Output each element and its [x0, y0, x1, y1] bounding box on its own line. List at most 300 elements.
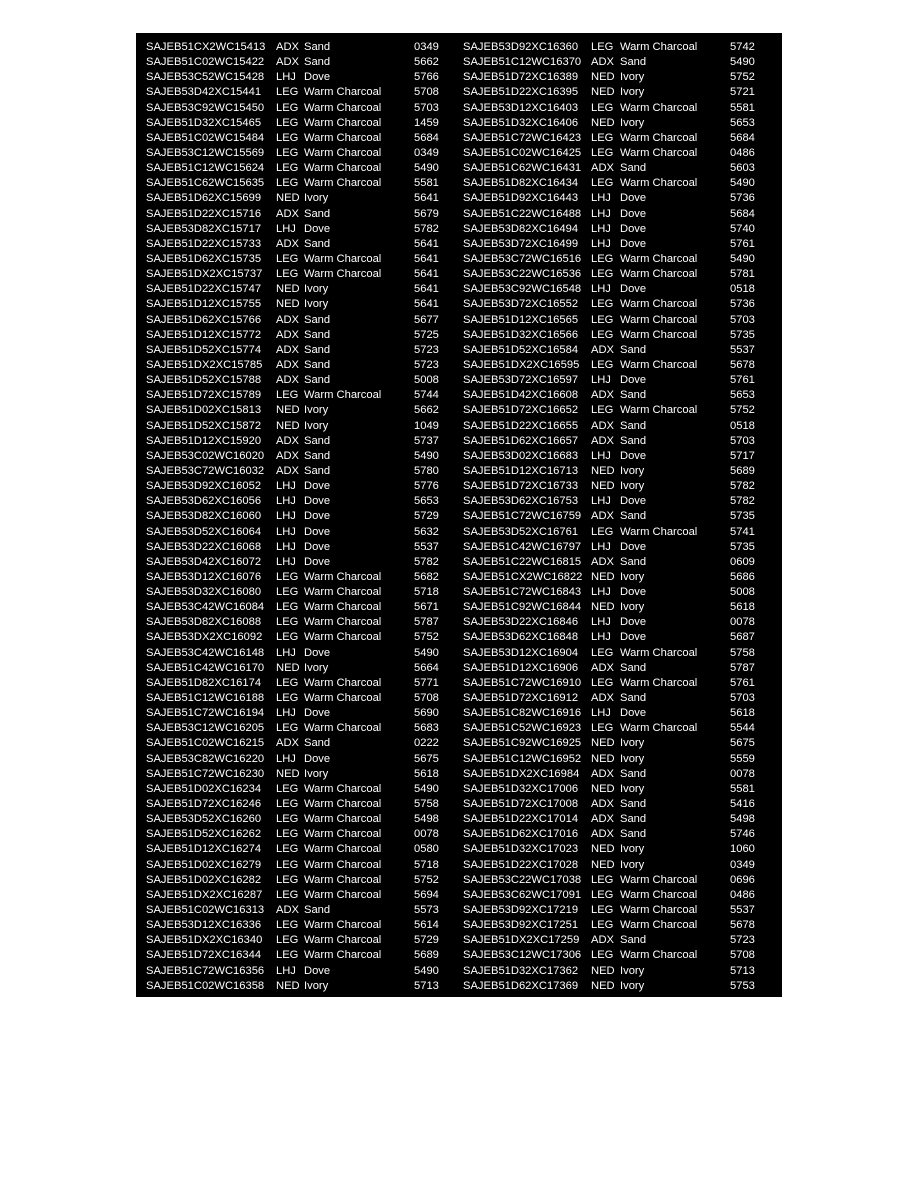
number-cell: 5708 [414, 86, 439, 99]
vin-cell: SAJEB51C12WC15624 [146, 162, 265, 175]
number-cell: 5686 [730, 570, 755, 583]
trim-code-cell: LHJ [276, 752, 296, 765]
table-row [463, 85, 773, 100]
trim-color-cell: Warm Charcoal [620, 252, 698, 265]
table-row [463, 328, 773, 343]
number-cell: 5725 [414, 328, 439, 341]
vin-cell: SAJEB51D02XC15813 [146, 404, 262, 417]
number-cell: 5641 [414, 283, 439, 296]
number-cell: 5544 [730, 722, 755, 735]
trim-color-cell: Dove [304, 480, 331, 493]
vin-cell: SAJEB53D22XC16068 [146, 540, 262, 553]
trim-code-cell: LHJ [276, 510, 296, 523]
number-cell: 5490 [414, 782, 439, 795]
number-cell: 5758 [414, 798, 439, 811]
table-row [146, 525, 464, 540]
table-row [146, 358, 464, 373]
vin-cell: SAJEB53D92XC17251 [463, 919, 579, 932]
number-cell: 5736 [730, 298, 755, 311]
number-cell: 5694 [414, 888, 439, 901]
number-cell: 5677 [414, 313, 439, 326]
table-row [146, 267, 464, 282]
trim-color-cell: Sand [620, 828, 647, 841]
table-row [463, 782, 773, 797]
trim-color-cell: Warm Charcoal [304, 162, 382, 175]
trim-code-cell: ADX [591, 828, 615, 841]
trim-color-cell: Dove [620, 616, 647, 629]
vin-cell: SAJEB51C72WC16423 [463, 131, 582, 144]
number-cell: 5684 [730, 207, 755, 220]
number-cell: 5736 [730, 192, 755, 205]
vin-cell: SAJEB53DX2XC16092 [146, 631, 263, 644]
trim-color-cell: Ivory [620, 86, 645, 99]
vin-cell: SAJEB53C62WC17091 [463, 888, 582, 901]
table-row [146, 964, 464, 979]
number-cell: 0078 [730, 767, 755, 780]
trim-code-cell: ADX [276, 343, 300, 356]
trim-code-cell: ADX [591, 692, 615, 705]
trim-color-cell: Dove [304, 540, 331, 553]
table-row [463, 176, 773, 191]
trim-color-cell: Ivory [304, 192, 329, 205]
trim-color-cell: Warm Charcoal [620, 646, 698, 659]
trim-color-cell: Ivory [620, 752, 645, 765]
trim-code-cell: ADX [591, 555, 615, 568]
trim-color-cell: Warm Charcoal [304, 676, 382, 689]
vin-cell: SAJEB53D22XC16846 [463, 616, 579, 629]
trim-color-cell: Warm Charcoal [620, 146, 698, 159]
trim-code-cell: LEG [591, 268, 614, 281]
trim-code-cell: LHJ [276, 525, 296, 538]
vin-cell: SAJEB51D02XC16282 [146, 873, 262, 886]
table-row [463, 948, 773, 963]
table-row [463, 555, 773, 570]
number-cell: 0078 [730, 616, 755, 629]
table-row [463, 55, 773, 70]
table-row [146, 752, 464, 767]
trim-color-cell: Warm Charcoal [620, 676, 698, 689]
vin-cell: SAJEB53D82XC16088 [146, 616, 262, 629]
trim-code-cell: LEG [276, 722, 299, 735]
trim-color-cell: Sand [620, 555, 647, 568]
number-cell: 5618 [730, 707, 755, 720]
vin-cell: SAJEB53D12XC16336 [146, 919, 262, 932]
number-cell: 5713 [730, 964, 755, 977]
trim-color-cell: Dove [620, 222, 647, 235]
table-row [146, 343, 464, 358]
number-cell: 5718 [414, 858, 439, 871]
trim-color-cell: Ivory [304, 283, 329, 296]
table-row [146, 767, 464, 782]
vin-cell: SAJEB53D02XC16683 [463, 449, 579, 462]
table-row [146, 131, 464, 146]
number-cell: 5703 [414, 101, 439, 114]
trim-code-cell: LEG [591, 298, 614, 311]
number-cell: 5782 [414, 222, 439, 235]
vin-cell: SAJEB51D62XC15735 [146, 252, 262, 265]
vin-cell: SAJEB53C42WC16148 [146, 646, 265, 659]
trim-color-cell: Sand [304, 449, 331, 462]
number-cell: 5682 [414, 570, 439, 583]
trim-code-cell: NED [591, 71, 615, 84]
trim-code-cell: LEG [276, 162, 299, 175]
trim-code-cell: NED [591, 782, 615, 795]
vin-cell: SAJEB51D02XC16279 [146, 858, 262, 871]
trim-color-cell: Ivory [304, 661, 329, 674]
table-row [146, 615, 464, 630]
vin-cell: SAJEB51C02WC16215 [146, 737, 265, 750]
table-row [146, 161, 464, 176]
vin-cell: SAJEB51C72WC16910 [463, 676, 582, 689]
trim-code-cell: LHJ [591, 207, 611, 220]
trim-color-cell: Ivory [620, 964, 645, 977]
vin-cell: SAJEB51D22XC17028 [463, 858, 579, 871]
vin-cell: SAJEB51D92XC16443 [463, 192, 579, 205]
vin-cell: SAJEB51DX2XC16595 [463, 358, 580, 371]
trim-code-cell: NED [591, 752, 615, 765]
trim-color-cell: Dove [304, 525, 331, 538]
vin-cell: SAJEB51D12XC16565 [463, 313, 579, 326]
table-row [146, 449, 464, 464]
vin-cell: SAJEB51DX2XC15737 [146, 268, 263, 281]
trim-color-cell: Warm Charcoal [620, 328, 698, 341]
number-cell: 5498 [414, 813, 439, 826]
trim-code-cell: LEG [276, 131, 299, 144]
trim-color-cell: Dove [620, 586, 647, 599]
number-cell: 5741 [730, 525, 755, 538]
trim-code-cell: NED [591, 737, 615, 750]
table-row [463, 736, 773, 751]
table-row [463, 767, 773, 782]
number-cell: 0486 [730, 146, 755, 159]
table-row [463, 449, 773, 464]
trim-code-cell: LEG [276, 116, 299, 129]
vin-cell: SAJEB51D22XC16655 [463, 419, 579, 432]
number-cell: 5723 [730, 934, 755, 947]
number-cell: 5744 [414, 389, 439, 402]
number-cell: 5729 [414, 510, 439, 523]
trim-color-cell: Warm Charcoal [620, 873, 698, 886]
vin-cell: SAJEB51D62XC17016 [463, 828, 579, 841]
number-cell: 5753 [730, 979, 755, 992]
number-cell: 5689 [730, 464, 755, 477]
table-row [146, 948, 464, 963]
trim-color-cell: Sand [304, 328, 331, 341]
trim-color-cell: Sand [304, 737, 331, 750]
trim-code-cell: ADX [276, 41, 300, 53]
table-row [146, 903, 464, 918]
trim-color-cell: Sand [620, 934, 647, 947]
vin-cell: SAJEB51C72WC16843 [463, 586, 582, 599]
trim-code-cell: NED [591, 601, 615, 614]
trim-color-cell: Warm Charcoal [620, 722, 698, 735]
table-row [463, 403, 773, 418]
trim-color-cell: Dove [304, 964, 331, 977]
trim-color-cell: Sand [304, 464, 331, 477]
vin-cell: SAJEB51CX2WC15413 [146, 41, 266, 53]
vin-cell: SAJEB51CX2WC16822 [463, 570, 583, 583]
table-row [463, 388, 773, 403]
number-cell: 5782 [414, 555, 439, 568]
trim-code-cell: NED [276, 404, 300, 417]
vin-cell: SAJEB51C62WC15635 [146, 177, 265, 190]
trim-code-cell: ADX [591, 343, 615, 356]
trim-color-cell: Ivory [620, 116, 645, 129]
trim-color-cell: Warm Charcoal [304, 873, 382, 886]
trim-color-cell: Ivory [620, 979, 645, 992]
number-cell: 5781 [730, 268, 755, 281]
table-row [463, 691, 773, 706]
vin-cell: SAJEB51D72XC15789 [146, 389, 262, 402]
trim-color-cell: Sand [304, 434, 331, 447]
table-row [463, 721, 773, 736]
table-row [146, 691, 464, 706]
number-cell: 5684 [414, 131, 439, 144]
trim-code-cell: LEG [276, 858, 299, 871]
trim-code-cell: NED [591, 570, 615, 583]
number-cell: 5703 [730, 692, 755, 705]
trim-color-cell: Dove [304, 510, 331, 523]
vin-cell: SAJEB53C12WC15569 [146, 146, 265, 159]
table-row [463, 116, 773, 131]
vin-cell: SAJEB53D92XC17219 [463, 904, 579, 917]
vin-cell: SAJEB53D62XC16753 [463, 495, 579, 508]
trim-color-cell: Warm Charcoal [620, 313, 698, 326]
trim-color-cell: Sand [620, 162, 647, 175]
trim-color-cell: Sand [304, 41, 331, 53]
vin-cell: SAJEB51C62WC16431 [463, 162, 582, 175]
trim-code-cell: LEG [591, 41, 614, 53]
vin-cell: SAJEB53D42XC15441 [146, 86, 262, 99]
number-cell: 5690 [414, 707, 439, 720]
trim-code-cell: ADX [276, 434, 300, 447]
trim-code-cell: LEG [591, 646, 614, 659]
number-cell: 5008 [414, 374, 439, 387]
number-cell: 5008 [730, 586, 755, 599]
trim-color-cell: Warm Charcoal [304, 586, 382, 599]
trim-code-cell: ADX [591, 162, 615, 175]
table-row [146, 979, 464, 994]
vin-cell: SAJEB51D52XC15788 [146, 374, 262, 387]
table-row [463, 933, 773, 948]
trim-color-cell: Warm Charcoal [304, 252, 382, 265]
trim-code-cell: ADX [591, 510, 615, 523]
vin-cell: SAJEB51C12WC16188 [146, 692, 265, 705]
vin-cell: SAJEB53D92XC16360 [463, 41, 579, 53]
number-cell: 0078 [414, 828, 439, 841]
number-cell: 5573 [414, 904, 439, 917]
trim-code-cell: ADX [276, 737, 300, 750]
right-column [463, 40, 773, 994]
vin-cell: SAJEB51D62XC16657 [463, 434, 579, 447]
table-row [463, 706, 773, 721]
number-cell: 5662 [414, 56, 439, 69]
trim-color-cell: Dove [304, 222, 331, 235]
table-row [146, 494, 464, 509]
trim-code-cell: LEG [276, 570, 299, 583]
trim-code-cell: LHJ [276, 646, 296, 659]
vin-cell: SAJEB51D12XC15755 [146, 298, 262, 311]
number-cell: 0349 [414, 146, 439, 159]
number-cell: 1060 [730, 843, 755, 856]
number-cell: 5671 [414, 601, 439, 614]
vin-cell: SAJEB51C82WC16916 [463, 707, 582, 720]
vin-cell: SAJEB51D32XC17023 [463, 843, 579, 856]
vin-cell: SAJEB51D12XC15920 [146, 434, 262, 447]
vin-cell: SAJEB53C22WC16536 [463, 268, 582, 281]
number-cell: 5581 [730, 782, 755, 795]
table-row [146, 207, 464, 222]
trim-code-cell: LEG [276, 676, 299, 689]
trim-code-cell: ADX [276, 358, 300, 371]
table-row [463, 903, 773, 918]
vin-cell: SAJEB51C72WC16759 [463, 510, 582, 523]
trim-code-cell: LHJ [276, 71, 296, 84]
trim-color-cell: Warm Charcoal [620, 131, 698, 144]
trim-color-cell: Sand [620, 767, 647, 780]
trim-color-cell: Dove [620, 631, 647, 644]
trim-color-cell: Warm Charcoal [304, 919, 382, 932]
trim-color-cell: Ivory [304, 419, 329, 432]
vin-cell: SAJEB51D82XC16434 [463, 177, 579, 190]
vin-cell: SAJEB51D72XC16652 [463, 404, 579, 417]
trim-color-cell: Warm Charcoal [304, 101, 382, 114]
trim-code-cell: ADX [591, 798, 615, 811]
trim-code-cell: LEG [591, 722, 614, 735]
trim-color-cell: Warm Charcoal [620, 904, 698, 917]
trim-code-cell: ADX [591, 389, 615, 402]
number-cell: 5761 [730, 237, 755, 250]
number-cell: 5752 [730, 404, 755, 417]
vin-cell: SAJEB53C02WC16020 [146, 449, 265, 462]
trim-code-cell: LHJ [591, 192, 611, 205]
trim-color-cell: Warm Charcoal [620, 177, 698, 190]
trim-color-cell: Sand [620, 56, 647, 69]
vin-cell: SAJEB53D62XC16848 [463, 631, 579, 644]
number-cell: 5703 [730, 313, 755, 326]
trim-color-cell: Warm Charcoal [304, 843, 382, 856]
trim-code-cell: ADX [276, 449, 300, 462]
trim-code-cell: LEG [276, 798, 299, 811]
trim-color-cell: Ivory [620, 71, 645, 84]
trim-code-cell: LEG [276, 631, 299, 644]
trim-color-cell: Warm Charcoal [304, 146, 382, 159]
vin-cell: SAJEB51D52XC16262 [146, 828, 262, 841]
table-row [146, 873, 464, 888]
trim-code-cell: ADX [276, 904, 300, 917]
table-row [146, 706, 464, 721]
trim-code-cell: LEG [276, 146, 299, 159]
number-cell: 5490 [414, 162, 439, 175]
trim-color-cell: Ivory [304, 767, 329, 780]
vin-cell: SAJEB53D52XC16260 [146, 813, 262, 826]
table-row [146, 388, 464, 403]
vin-cell: SAJEB53D82XC15717 [146, 222, 262, 235]
table-row [463, 600, 773, 615]
vin-cell: SAJEB51D32XC16566 [463, 328, 579, 341]
table-row [146, 812, 464, 827]
vin-cell: SAJEB51C72WC16194 [146, 707, 265, 720]
table-row [146, 676, 464, 691]
vin-cell: SAJEB53D12XC16076 [146, 570, 262, 583]
number-cell: 5708 [414, 692, 439, 705]
trim-code-cell: LEG [276, 782, 299, 795]
vin-cell: SAJEB51D32XC16406 [463, 116, 579, 129]
table-row [146, 842, 464, 857]
table-row [146, 191, 464, 206]
vin-cell: SAJEB51C02WC15484 [146, 131, 265, 144]
number-cell: 5581 [414, 177, 439, 190]
table-row [463, 131, 773, 146]
trim-code-cell: NED [276, 192, 300, 205]
table-row [463, 979, 773, 994]
table-row [146, 570, 464, 585]
vin-cell: SAJEB51D22XC15747 [146, 283, 262, 296]
vin-cell: SAJEB51D32XC17006 [463, 782, 579, 795]
trim-color-cell: Dove [620, 707, 647, 720]
vin-cell: SAJEB51DX2XC16984 [463, 767, 580, 780]
number-cell: 5708 [730, 949, 755, 962]
table-row [463, 161, 773, 176]
trim-code-cell: ADX [591, 56, 615, 69]
vin-cell: SAJEB51D12XC16906 [463, 661, 579, 674]
trim-color-cell: Sand [620, 813, 647, 826]
number-cell: 5678 [730, 358, 755, 371]
vin-cell: SAJEB53D72XC16597 [463, 374, 579, 387]
table-row [463, 570, 773, 585]
trim-code-cell: ADX [591, 813, 615, 826]
vin-cell: SAJEB51C92WC16925 [463, 737, 582, 750]
trim-code-cell: LHJ [591, 374, 611, 387]
table-row [463, 797, 773, 812]
vin-cell: SAJEB51D12XC15772 [146, 328, 262, 341]
vin-cell: SAJEB53C12WC17306 [463, 949, 582, 962]
trim-code-cell: LHJ [276, 555, 296, 568]
vin-cell: SAJEB53D32XC16080 [146, 586, 262, 599]
trim-color-cell: Ivory [620, 480, 645, 493]
vin-cell: SAJEB51D72XC16344 [146, 949, 262, 962]
number-cell: 5641 [414, 237, 439, 250]
number-cell: 5641 [414, 298, 439, 311]
number-cell: 5537 [730, 904, 755, 917]
trim-color-cell: Warm Charcoal [304, 601, 382, 614]
trim-code-cell: LEG [276, 389, 299, 402]
table-row [146, 888, 464, 903]
trim-code-cell: LEG [276, 873, 299, 886]
number-cell: 5752 [414, 631, 439, 644]
vin-cell: SAJEB53C82WC16220 [146, 752, 265, 765]
trim-color-cell: Sand [620, 692, 647, 705]
table-row [463, 40, 773, 55]
table-row [146, 797, 464, 812]
table-row [463, 237, 773, 252]
trim-color-cell: Warm Charcoal [620, 949, 698, 962]
table-row [146, 222, 464, 237]
table-row [463, 313, 773, 328]
number-cell: 5683 [414, 722, 439, 735]
vin-cell: SAJEB53C72WC16032 [146, 464, 265, 477]
table-row [146, 479, 464, 494]
trim-color-cell: Warm Charcoal [620, 919, 698, 932]
table-row [463, 343, 773, 358]
number-cell: 5761 [730, 676, 755, 689]
table-row [146, 55, 464, 70]
number-cell: 5416 [730, 798, 755, 811]
vin-cell: SAJEB51D72XC16733 [463, 480, 579, 493]
table-row [463, 297, 773, 312]
table-row [146, 540, 464, 555]
trim-color-cell: Sand [304, 904, 331, 917]
